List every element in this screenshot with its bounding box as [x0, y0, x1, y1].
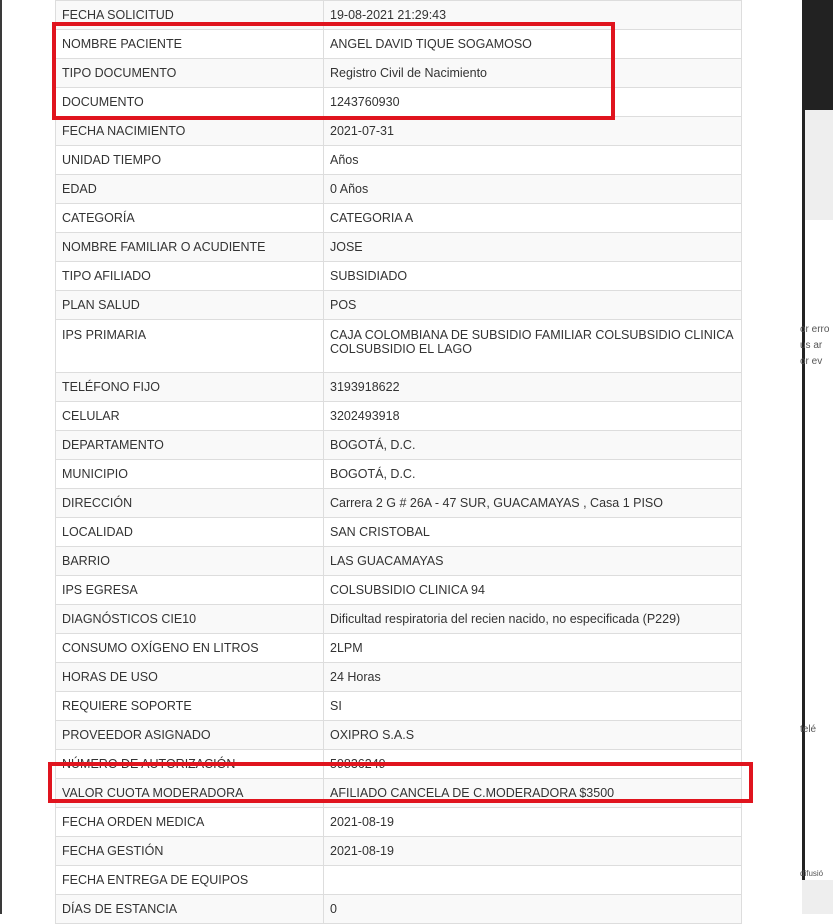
patient-details-table — [55, 0, 742, 924]
field-value — [324, 866, 742, 895]
field-value: Registro Civil de Nacimiento — [324, 59, 742, 88]
table-row — [56, 721, 742, 750]
table-row — [56, 88, 742, 117]
field-value: 0 — [324, 895, 742, 924]
table-row — [56, 837, 742, 866]
field-label: CONSUMO OXÍGENO EN LITROS — [56, 634, 324, 663]
table-row — [56, 895, 742, 924]
field-label: FECHA GESTIÓN — [56, 837, 324, 866]
background-text-fragment: or ev — [800, 356, 823, 367]
table-row — [56, 605, 742, 634]
field-value: 59836249 — [324, 750, 742, 779]
table-row — [56, 233, 742, 262]
field-label: FECHA ENTREGA DE EQUIPOS — [56, 866, 324, 895]
field-value: 2021-07-31 — [324, 117, 742, 146]
field-label: IPS EGRESA — [56, 576, 324, 605]
field-label: FECHA SOLICITUD — [56, 1, 324, 30]
background-dark-block — [802, 0, 833, 110]
table-row — [56, 291, 742, 320]
field-value: Carrera 2 G # 26A - 47 SUR, GUACAMAYAS , Casa 1 PISO — [324, 489, 742, 518]
table-row — [56, 576, 742, 605]
table-row — [56, 692, 742, 721]
field-label: TELÉFONO FIJO — [56, 373, 324, 402]
table-row — [56, 59, 742, 88]
field-value: SAN CRISTOBAL — [324, 518, 742, 547]
field-value: 1243760930 — [324, 88, 742, 117]
table-row — [56, 460, 742, 489]
field-value: BOGOTÁ, D.C. — [324, 431, 742, 460]
table-row — [56, 866, 742, 895]
field-value: 2021-08-19 — [324, 837, 742, 866]
field-value: 2021-08-19 — [324, 808, 742, 837]
field-label: REQUIERE SOPORTE — [56, 692, 324, 721]
table-row — [56, 750, 742, 779]
field-label: CATEGORÍA — [56, 204, 324, 233]
field-label: NOMBRE FAMILIAR O ACUDIENTE — [56, 233, 324, 262]
table-row — [56, 1, 742, 30]
field-label: FECHA ORDEN MEDICA — [56, 808, 324, 837]
table-row — [56, 518, 742, 547]
table-row — [56, 663, 742, 692]
field-value: 24 Horas — [324, 663, 742, 692]
field-label: PLAN SALUD — [56, 291, 324, 320]
table-row — [56, 547, 742, 576]
table-row — [56, 808, 742, 837]
field-label: EDAD — [56, 175, 324, 204]
field-value: 0 Años — [324, 175, 742, 204]
table-row — [56, 489, 742, 518]
background-edge-strip — [802, 110, 805, 914]
field-label: DIAGNÓSTICOS CIE10 — [56, 605, 324, 634]
field-value: CAJA COLOMBIANA DE SUBSIDIO FAMILIAR COLSUBSIDIO CLINICA COLSUBSIDIO EL LAGO — [324, 320, 742, 373]
field-label: MUNICIPIO — [56, 460, 324, 489]
field-value: SI — [324, 692, 742, 721]
field-label: DOCUMENTO — [56, 88, 324, 117]
field-label: DEPARTAMENTO — [56, 431, 324, 460]
table-row — [56, 262, 742, 291]
field-label: CELULAR — [56, 402, 324, 431]
field-value: AFILIADO CANCELA DE C.MODERADORA $3500 — [324, 779, 742, 808]
field-label: TIPO AFILIADO — [56, 262, 324, 291]
field-label: HORAS DE USO — [56, 663, 324, 692]
field-label: VALOR CUOTA MODERADORA — [56, 779, 324, 808]
field-value: Años — [324, 146, 742, 175]
field-value: JOSE — [324, 233, 742, 262]
field-label: FECHA NACIMIENTO — [56, 117, 324, 146]
field-label: BARRIO — [56, 547, 324, 576]
field-value: 3202493918 — [324, 402, 742, 431]
table-row — [56, 175, 742, 204]
table-row — [56, 634, 742, 663]
field-value: 19-08-2021 21:29:43 — [324, 1, 742, 30]
table-row — [56, 30, 742, 59]
field-value: COLSUBSIDIO CLINICA 94 — [324, 576, 742, 605]
field-value: OXIPRO S.A.S — [324, 721, 742, 750]
background-text-fragment: telé — [800, 724, 817, 735]
background-text-fragment: us ar — [800, 340, 823, 351]
table-row — [56, 117, 742, 146]
field-value: 3193918622 — [324, 373, 742, 402]
field-label: PROVEEDOR ASIGNADO — [56, 721, 324, 750]
field-label: UNIDAD TIEMPO — [56, 146, 324, 175]
field-label: TIPO DOCUMENTO — [56, 59, 324, 88]
field-value: SUBSIDIADO — [324, 262, 742, 291]
table-row — [56, 402, 742, 431]
field-value: 2LPM — [324, 634, 742, 663]
background-light-block — [802, 110, 833, 220]
field-label: LOCALIDAD — [56, 518, 324, 547]
table-row — [56, 146, 742, 175]
field-value: BOGOTÁ, D.C. — [324, 460, 742, 489]
field-label: DÍAS DE ESTANCIA — [56, 895, 324, 924]
field-value: ANGEL DAVID TIQUE SOGAMOSO — [324, 30, 742, 59]
field-value: LAS GUACAMAYAS — [324, 547, 742, 576]
table-row — [56, 779, 742, 808]
field-label: NOMBRE PACIENTE — [56, 30, 324, 59]
background-text-fragment: difusió — [800, 869, 824, 878]
background-page — [802, 0, 833, 914]
field-value: Dificultad respiratoria del recien nacido, no especificada (P229) — [324, 605, 742, 634]
field-value: CATEGORIA A — [324, 204, 742, 233]
background-footer-block — [802, 880, 833, 914]
field-label: NÚMERO DE AUTORIZACIÓN — [56, 750, 324, 779]
background-text-fragment: or erro — [800, 324, 830, 335]
table-row — [56, 431, 742, 460]
table-row — [56, 320, 742, 373]
field-label: DIRECCIÓN — [56, 489, 324, 518]
field-label: IPS PRIMARIA — [56, 320, 324, 373]
table-row — [56, 373, 742, 402]
field-value: POS — [324, 291, 742, 320]
table-row — [56, 204, 742, 233]
